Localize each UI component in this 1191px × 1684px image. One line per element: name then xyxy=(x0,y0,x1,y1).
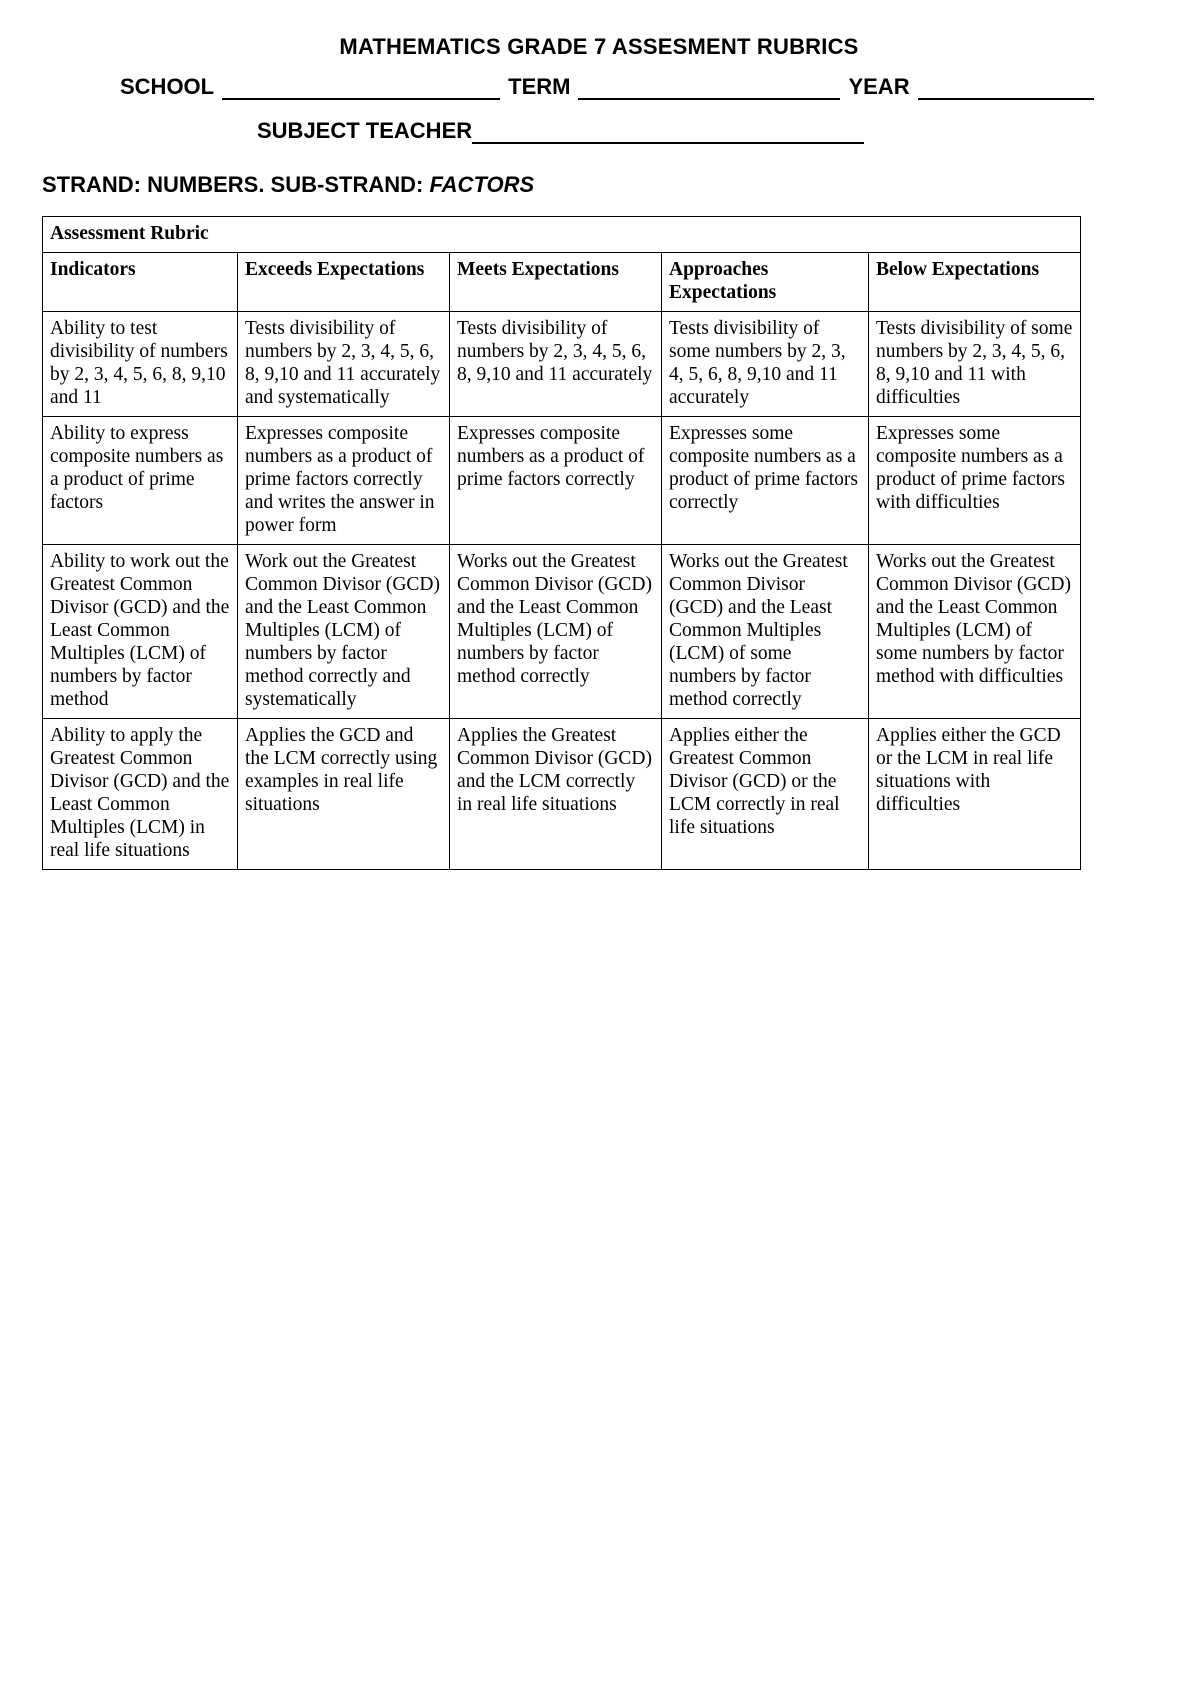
cell-indicator: Ability to express composite numbers as a product of prime factors xyxy=(43,417,238,545)
page-title: MATHEMATICS GRADE 7 ASSESMENT RUBRICS xyxy=(339,34,859,59)
cell-indicator: Ability to apply the Greatest Common Divisor (GCD) and the Least Common Multiples (LCM) in real life situations xyxy=(43,719,238,870)
cell-meets: Expresses composite numbers as a product of prime factors correctly xyxy=(450,417,662,545)
cell-meets: Tests divisibility of numbers by 2, 3, 4, 5, 6, 8, 9,10 and 11 accurately xyxy=(450,312,662,417)
rubric-caption: Assessment Rubric xyxy=(43,217,1081,253)
cell-below: Tests divisibility of some numbers by 2, 3, 4, 5, 6, 8, 9,10 and 11 with difficulties xyxy=(869,312,1081,417)
term-input[interactable] xyxy=(578,78,840,100)
column-header-below-expectations: Below Expectations xyxy=(869,253,1081,312)
column-header-indicators: Indicators xyxy=(43,253,238,312)
cell-below: Works out the Greatest Common Divisor (GCD) and the Least Common Multiples (LCM) of some numbers by factor method with difficulties xyxy=(869,545,1081,719)
cell-approaches: Works out the Greatest Common Divisor (GCD) and the Least Common Multiples (LCM) of some numbers by factor method correctly xyxy=(662,545,869,719)
strand-heading xyxy=(42,172,1136,198)
school-term-year-row xyxy=(42,74,1136,100)
subject-teacher-row xyxy=(42,118,1136,144)
sub-strand-name: FACTORS xyxy=(429,172,535,197)
school-input[interactable] xyxy=(222,78,500,100)
cell-below: Applies either the GCD or the LCM in real life situations with difficulties xyxy=(869,719,1081,870)
subject-teacher-label: SUBJECT TEACHER xyxy=(257,118,473,143)
cell-approaches: Applies either the Greatest Common Divisor (GCD) or the LCM correctly in real life situations xyxy=(662,719,869,870)
year-label: YEAR xyxy=(848,74,910,99)
table-row xyxy=(43,545,1081,719)
cell-approaches: Tests divisibility of some numbers by 2, 3, 4, 5, 6, 8, 9,10 and 11 accurately xyxy=(662,312,869,417)
cell-meets: Works out the Greatest Common Divisor (GCD) and the Least Common Multiples (LCM) of numbers by factor method correctly xyxy=(450,545,662,719)
strand-prefix: STRAND: NUMBERS. SUB-STRAND: xyxy=(42,172,430,197)
table-row xyxy=(43,719,1081,870)
cell-approaches: Expresses some composite numbers as a product of prime factors correctly xyxy=(662,417,869,545)
column-header-approaches-expectations: Approaches Expectations xyxy=(662,253,869,312)
school-label: SCHOOL xyxy=(120,74,215,99)
year-input[interactable] xyxy=(918,78,1094,100)
assessment-rubric-table xyxy=(42,216,1081,870)
cell-meets: Applies the Greatest Common Divisor (GCD) and the LCM correctly in real life situations xyxy=(450,719,662,870)
cell-exceeds: Applies the GCD and the LCM correctly using examples in real life situations xyxy=(238,719,450,870)
table-header-row xyxy=(43,253,1081,312)
column-header-meets-expectations: Meets Expectations xyxy=(450,253,662,312)
cell-indicator: Ability to test divisibility of numbers by 2, 3, 4, 5, 6, 8, 9,10 and 11 xyxy=(43,312,238,417)
term-label: TERM xyxy=(508,74,571,99)
table-row xyxy=(43,417,1081,545)
column-header-exceeds-expectations: Exceeds Expectations xyxy=(238,253,450,312)
cell-exceeds: Tests divisibility of numbers by 2, 3, 4, 5, 6, 8, 9,10 and 11 accurately and systematically xyxy=(238,312,450,417)
cell-below: Expresses some composite numbers as a product of prime factors with difficulties xyxy=(869,417,1081,545)
cell-exceeds: Expresses composite numbers as a product of prime factors correctly and writes the answer in power form xyxy=(238,417,450,545)
cell-exceeds: Work out the Greatest Common Divisor (GCD) and the Least Common Multiples (LCM) of numbers by factor method correctly and systematically xyxy=(238,545,450,719)
table-caption-row xyxy=(43,217,1081,253)
subject-teacher-input[interactable] xyxy=(472,122,864,144)
table-row xyxy=(43,312,1081,417)
cell-indicator: Ability to work out the Greatest Common Divisor (GCD) and the Least Common Multiples (LCM) of numbers by factor method xyxy=(43,545,238,719)
